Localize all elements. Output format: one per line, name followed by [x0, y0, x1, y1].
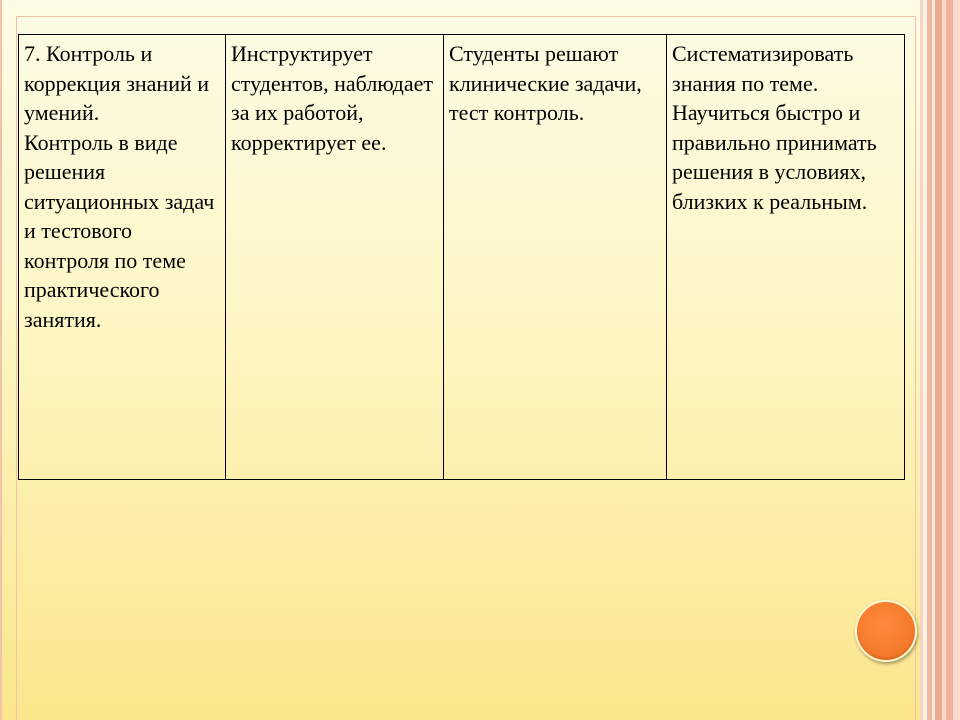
orange-circle-decoration — [855, 600, 917, 662]
teacher-activity-cell: Инструктирует студентов, наблюдает за их работой, корректирует ее. — [226, 35, 444, 480]
frame-line-left — [16, 16, 17, 720]
frame-line-right — [915, 16, 916, 720]
table-row — [19, 35, 905, 480]
left-border-line — [0, 0, 2, 720]
decorative-side-stripes — [920, 0, 960, 720]
lesson-plan-table — [18, 34, 905, 480]
frame-line-top — [16, 16, 916, 17]
stage-cell: 7. Контроль и коррекция знаний и умений. Контроль в виде решения ситуационных задач и тестового контроля по теме практического занятия. — [19, 35, 226, 480]
goal-cell: Систематизировать знания по теме. Научиться быстро и правильно принимать решения в условиях, близких к реальным. — [667, 35, 905, 480]
student-activity-cell: Студенты решают клинические задачи, тест контроль. — [444, 35, 667, 480]
